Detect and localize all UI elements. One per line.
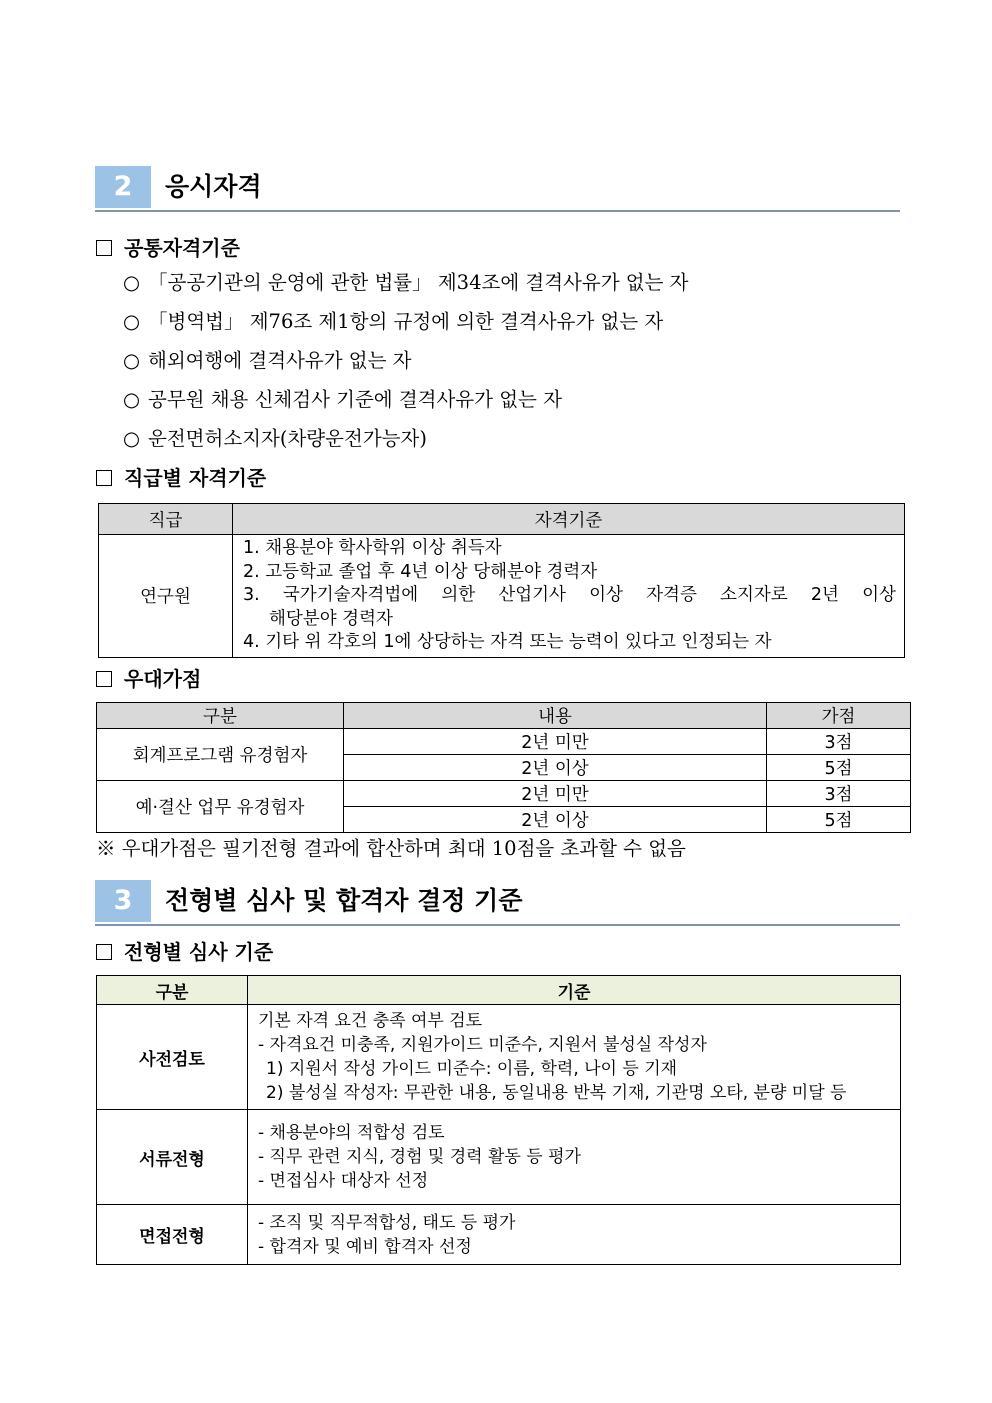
table-row: 예·결산 업무 유경험자 2년 미만 3점 — [97, 781, 911, 807]
grade-label: 연구원 — [99, 535, 233, 658]
list-item: ○ 해외여행에 결격사유가 없는 자 — [123, 349, 412, 372]
section-number: 2 — [95, 166, 151, 208]
list-item: ○ 운전면허소지자(차량운전가능자) — [123, 427, 427, 450]
list-item: ○ 「공공기관의 운영에 관한 법률」 제34조에 결격사유가 없는 자 — [123, 271, 689, 294]
table-row — [99, 535, 905, 658]
checkbox-square-icon — [96, 671, 112, 687]
col-header-type: 구분 — [97, 976, 248, 1005]
col-header-points: 가점 — [767, 703, 911, 729]
criteria-justified-line: 3. 국가기술자격법에 의한 산업기사 이상 자격증 소지자로 2년 이상 — [243, 585, 896, 605]
table-row: 서류전형 - 채용분야의 적합성 검토 - 직무 관련 지식, 경험 및 경력 활동 등 평가 - 면접심사 대상자 선정 — [97, 1110, 901, 1205]
table-row: 회계프로그램 유경험자 2년 미만 3점 — [97, 729, 911, 755]
bonus-header: 우대가점 — [96, 663, 201, 692]
circle-bullet-icon: ○ — [123, 427, 141, 450]
grade-criteria-header: 직급별 자격기준 — [96, 462, 266, 491]
bonus-table — [96, 702, 911, 833]
checkbox-square-icon — [96, 240, 112, 256]
circle-bullet-icon: ○ — [123, 349, 141, 372]
section-title: 응시자격 — [165, 172, 262, 201]
circle-bullet-icon: ○ — [123, 310, 141, 333]
checkbox-square-icon — [96, 944, 112, 960]
review-criteria-header: 전형별 심사 기준 — [96, 936, 273, 965]
section-3-heading — [95, 880, 900, 926]
table-row: 2년 이상 5점 — [97, 755, 911, 781]
bonus-note: ※ 우대가점은 필기전형 결과에 합산하며 최대 10점을 초과할 수 없음 — [96, 837, 686, 860]
col-header-criteria: 기준 — [248, 976, 901, 1005]
table-row: 사전검토 기본 자격 요건 충족 여부 검토 - 자격요건 미충족, 지원가이드 미준수, 지원서 불성실 작성자 1) 지원서 작성 가이드 미준수: 이름, 학력, 나이 등 기재 2) 불성실 작성자: 무관한 내용, 동일내용 반복 기재, 기관명 오타, 분량 미달 등 — [97, 1005, 901, 1110]
common-criteria-header: 공통자격기준 — [96, 232, 240, 261]
criteria-cell: 1. 채용분야 학사학위 이상 취득자 2. 고등학교 졸업 후 4년 이상 당해분야 경력자 3. 국가기술자격법에 의한 산업기사 이상 자격증 소지자로 2년 이상 해당분야 경력자 4. 기타 위 각호의 1에 상당하는 자격 또는 능력이 있다고 인정되는 자 — [233, 535, 905, 658]
review-criteria-table — [96, 975, 901, 1265]
section-number: 3 — [95, 880, 151, 922]
section-2-heading — [95, 166, 900, 212]
table-row: 2년 이상 5점 — [97, 807, 911, 833]
col-header-type: 구분 — [97, 703, 344, 729]
table-row: 면접전형 - 조직 및 직무적합성, 태도 등 평가 - 합격자 및 예비 합격자 선정 — [97, 1205, 901, 1265]
circle-bullet-icon: ○ — [123, 271, 141, 294]
checkbox-square-icon — [96, 470, 112, 486]
list-item: ○ 「병역법」 제76조 제1항의 규정에 의한 결격사유가 없는 자 — [123, 310, 664, 333]
list-item: ○ 공무원 채용 신체검사 기준에 결격사유가 없는 자 — [123, 388, 562, 411]
col-header-content: 내용 — [344, 703, 767, 729]
circle-bullet-icon: ○ — [123, 388, 141, 411]
section-title: 전형별 심사 및 합격자 결정 기준 — [165, 886, 523, 915]
col-header-grade: 직급 — [99, 504, 233, 535]
col-header-criteria: 자격기준 — [233, 504, 905, 535]
grade-criteria-table — [98, 503, 905, 658]
